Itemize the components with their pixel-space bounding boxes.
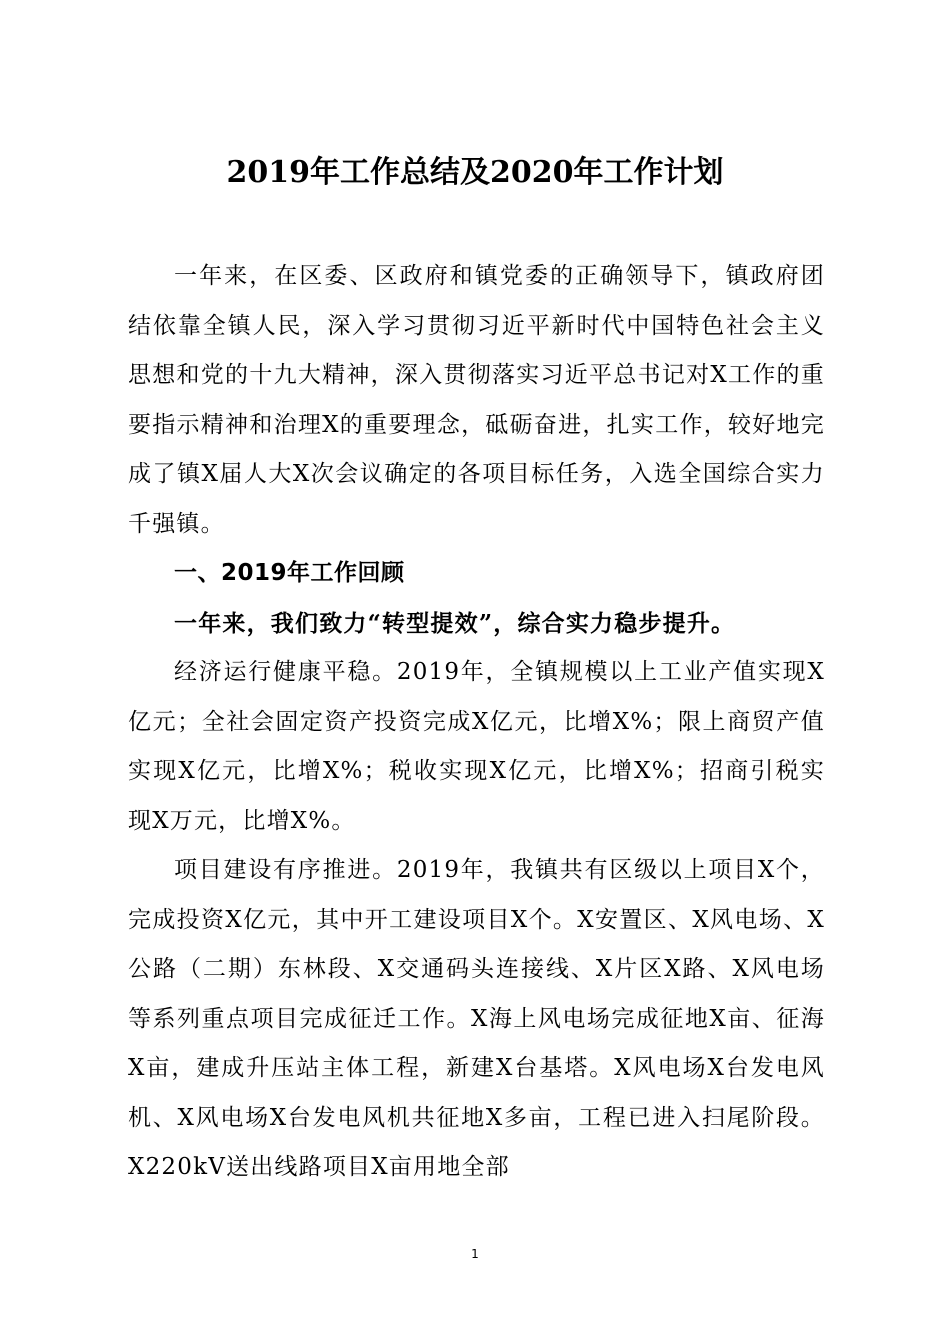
section-heading: 一、2019年工作回顾: [174, 560, 405, 586]
document-body: [128, 252, 825, 1193]
paragraph-economy: 经济运行健康平稳。2019年，全镇规模以上工业产值实现X亿元；全社会固定资产投资完成X亿元，比增X%；限上商贸产值实现X亿元，比增X%；税收实现X亿元，比增X%；招商引税实现X万元，比增X%。: [128, 659, 825, 834]
document-title: 2019年工作总结及2020年工作计划: [226, 155, 724, 190]
paragraph-projects: 项目建设有序推进。2019年，我镇共有区级以上项目X个，完成投资X亿元，其中开工建设项目X个。X安置区、X风电场、X公路（二期）东林段、X交通码头连接线、X片区X路、X风电场等系列重点项目完成征迁工作。X海上风电场完成征地X亩、征海X亩，建成升压站主体工程，新建X台基塔。X风电场X台发电风机、X风电场X台发电风机共征地X多亩，工程已进入扫尾阶段。X220kV送出线路项目X亩用地全部: [128, 857, 825, 1180]
paragraph-intro: 一年来，在区委、区政府和镇党委的正确领导下，镇政府团结依靠全镇人民，深入学习贯彻习近平新时代中国特色社会主义思想和党的十九大精神，深入贯彻落实习近平总书记对X工作的重要指示精神和治理X的重要理念，砥砺奋进，扎实工作，较好地完成了镇X届人大X次会议确定的各项目标任务，入选全国综合实力千强镇。: [128, 263, 825, 537]
page-number: 1: [471, 1247, 479, 1261]
subsection-heading: 一年来，我们致力“转型提效”，综合实力稳步提升。: [174, 609, 736, 637]
